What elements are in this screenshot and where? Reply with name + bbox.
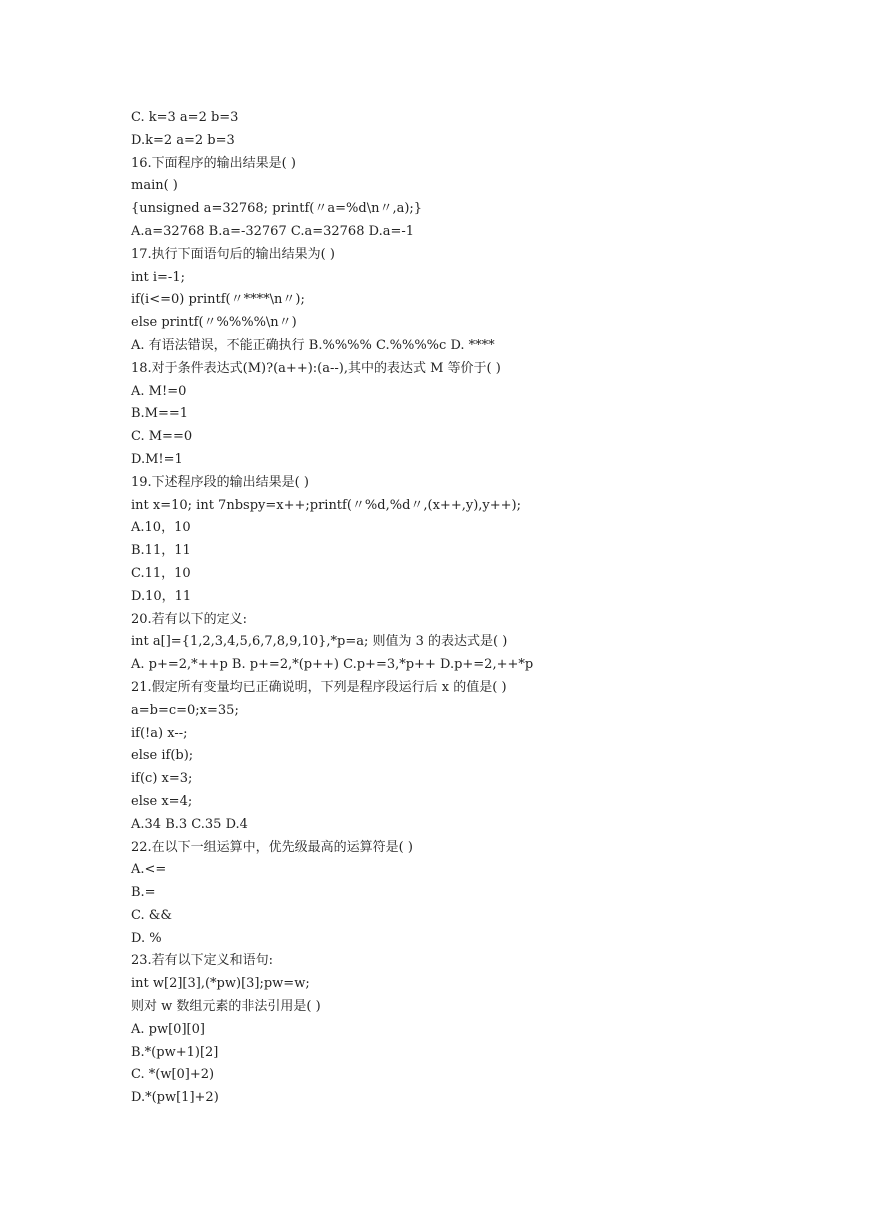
- option-d: D.10，11: [131, 588, 192, 604]
- text-line: D.k=2 a=2 b=3: [131, 132, 235, 148]
- options-line: A. p+=2,*++p B. p+=2,*(p++) C.p+=3,*p++ D.p+=2,++*p: [131, 657, 534, 673]
- code-line: main( ): [131, 178, 178, 194]
- option-d: D.*(pw[1]+2): [131, 1090, 219, 1106]
- option-c: C. *(w[0]+2): [131, 1067, 215, 1083]
- option-a: A.10，10: [131, 520, 191, 536]
- code-line: a=b=c=0;x=35;: [131, 702, 239, 718]
- option-c: C. &&: [131, 907, 172, 923]
- question-23-prompt: 则对 w 数组元素的非法引用是( ): [131, 999, 321, 1015]
- question-16-title: 16.下面程序的输出结果是( ): [131, 155, 296, 171]
- code-line: int i=-1;: [131, 269, 185, 285]
- question-21-title: 21.假定所有变量均已正确说明，下列是程序段运行后 x 的值是( ): [131, 679, 507, 695]
- option-a: A.<=: [131, 862, 167, 878]
- code-line: else x=4;: [131, 793, 193, 809]
- code-line: int a[]={1,2,3,4,5,6,7,8,9,10},*p=a; 则值为 3 的表达式是( ): [131, 634, 508, 650]
- text-line: C. k=3 a=2 b=3: [131, 110, 239, 125]
- question-23-title: 23.若有以下定义和语句:: [131, 953, 274, 969]
- code-line: if(c) x=3;: [131, 771, 193, 787]
- code-line: if(i<=0) printf(〃****\n〃);: [131, 292, 305, 308]
- code-line: if(!a) x--;: [131, 725, 188, 741]
- options-line: A.a=32768 B.a=-32767 C.a=32768 D.a=-1: [131, 223, 415, 239]
- option-b: B.*(pw+1)[2]: [131, 1044, 219, 1060]
- document-body: [131, 107, 831, 1110]
- code-line: else if(b);: [131, 748, 194, 764]
- option-a: A. M!=0: [131, 383, 187, 399]
- code-line: int w[2][3],(*pw)[3];pw=w;: [131, 976, 310, 992]
- option-b: B.M==1: [131, 406, 189, 422]
- option-a: A. pw[0][0]: [131, 1021, 205, 1037]
- option-b: B.=: [131, 885, 156, 901]
- option-d: D.M!=1: [131, 451, 183, 467]
- question-19-title: 19.下述程序段的输出结果是( ): [131, 474, 309, 490]
- option-d: D. %: [131, 930, 162, 946]
- question-17-title: 17.执行下面语句后的输出结果为( ): [131, 246, 335, 262]
- option-c: C. M==0: [131, 429, 193, 445]
- option-c: C.11，10: [131, 565, 191, 581]
- question-20-title: 20.若有以下的定义:: [131, 611, 248, 627]
- options-line: A.34 B.3 C.35 D.4: [131, 816, 248, 832]
- code-line: {unsigned a=32768; printf(〃a=%d\n〃,a);}: [131, 201, 423, 217]
- question-18-title: 18.对于条件表达式(M)?(a++):(a--),其中的表达式 M 等价于( ): [131, 360, 501, 376]
- question-22-title: 22.在以下一组运算中，优先级最高的运算符是( ): [131, 839, 413, 855]
- options-line: A. 有语法错误，不能正确执行 B.%%%% C.%%%%c D. ****: [131, 337, 495, 353]
- code-line: int x=10; int 7nbspy=x++;printf(〃%d,%d〃,(x++,y),y++);: [131, 497, 521, 513]
- option-b: B.11，11: [131, 543, 191, 559]
- code-line: else printf(〃%%%%\n〃): [131, 315, 297, 331]
